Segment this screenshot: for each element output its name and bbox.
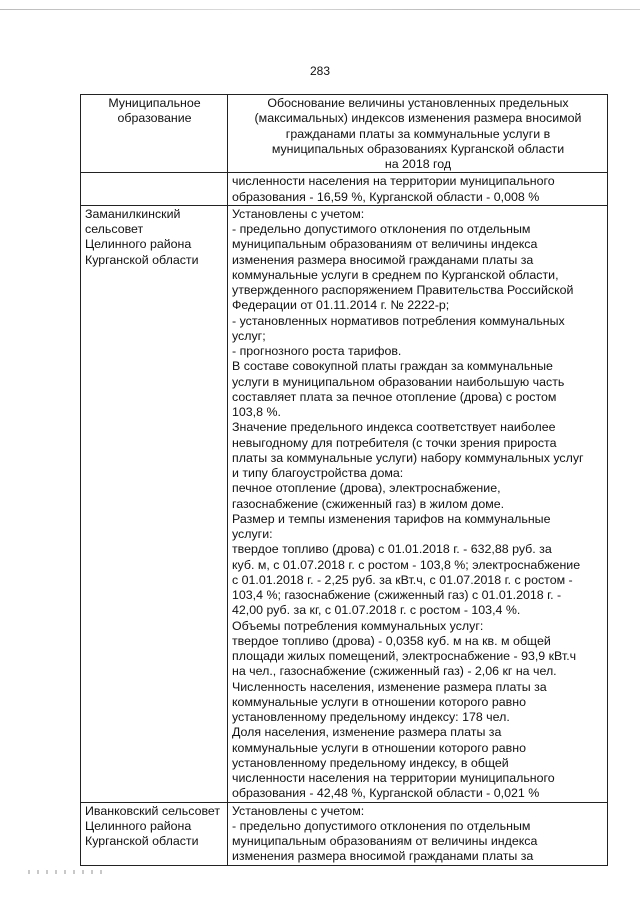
table-row xyxy=(81,205,608,802)
page-number: 283 xyxy=(309,64,331,78)
justification-line: Установлены с учетом: xyxy=(232,803,365,818)
tariff-table xyxy=(80,94,608,866)
justification-line: коммунальные услуги в отношении которого равно xyxy=(232,740,526,755)
justification-line: численности населения на территории муниципального xyxy=(232,174,555,189)
justification-line: печное отопление (дрова), электроснабжение, xyxy=(232,481,501,496)
municipality-cell xyxy=(81,173,228,206)
header-justification-cell xyxy=(228,95,608,173)
justification-line: платы за коммунальные услуги) набору коммунальных услуг xyxy=(232,450,584,465)
justification-line: услуг; xyxy=(232,328,266,343)
justification-line: составляет плата за печное отопление (дрова) с ростом xyxy=(232,389,557,404)
justification-line: твердое топливо (дрова) - 0,0358 куб. м на кв. м общей xyxy=(232,633,551,648)
municipality-cell xyxy=(81,205,228,802)
justification-line: муниципальным образованиям от величины индекса xyxy=(232,834,538,848)
justification-line: 103,8 %. xyxy=(232,405,281,419)
justification-line: невыгодному для потребителя (с точки зрения прироста xyxy=(232,435,557,450)
justification-cell xyxy=(228,802,608,865)
justification-line: муниципальным образованиям от величины индекса xyxy=(232,237,538,252)
justification-line: - прогнозного роста тарифов. xyxy=(232,344,402,358)
justification-line: образования - 16,59 %, Курганской области - 0,008 % xyxy=(232,189,540,204)
justification-line: утвержденного распоряжением Правительства Российской xyxy=(232,283,574,297)
header-municipality-line: Муниципальное xyxy=(108,96,201,110)
scan-noise-dots xyxy=(28,870,108,874)
justification-line: площади жилых помещений, электроснабжение - 93,9 кВт.ч xyxy=(232,649,577,663)
justification-line: установленному предельному индексу, в общей xyxy=(232,755,509,770)
justification-cell xyxy=(228,205,608,802)
justification-line: - предельно допустимого отклонения по отдельным xyxy=(232,222,531,236)
justification-line: на чел., газоснабжение (сжиженный газ) - 2,06 кг на чел. xyxy=(232,664,557,679)
header-justification-line: муниципальных образованиях Курганской области xyxy=(271,141,565,156)
justification-line: Численность населения, изменение размера платы за xyxy=(232,679,547,694)
justification-line: В составе совокупной платы граждан за коммунальные xyxy=(232,359,553,374)
justification-line: Федерации от 01.11.2014 г. № 2222-р; xyxy=(232,298,450,313)
header-justification-line: Обоснование величины установленных предельных xyxy=(267,96,569,110)
justification-line: 42,00 руб. за кг, с 01.07.2018 г. с ростом - 103,4 %. xyxy=(232,603,521,618)
justification-line: - предельно допустимого отклонения по отдельным xyxy=(232,818,531,833)
table-body xyxy=(81,173,608,865)
municipality-line: Курганской области xyxy=(85,834,199,848)
header-municipality-line: образование xyxy=(117,111,192,126)
table-row xyxy=(81,802,608,865)
justification-line: услуги в муниципальном образовании наибольшую часть xyxy=(232,374,565,389)
municipality-line: Целинного района xyxy=(85,818,192,833)
justification-line: Значение предельного индекса соответствует наиболее xyxy=(232,420,556,435)
header-justification-line: на 2018 год xyxy=(384,157,452,171)
justification-line: куб. м, с 01.07.2018 г. с ростом - 103,8 %; электроснабжение xyxy=(232,557,581,572)
table-row xyxy=(81,173,608,206)
justification-line: с 01.01.2018 г. - 2,25 руб. за кВт.ч, с 01.07.2018 г. с ростом - xyxy=(232,572,573,587)
justification-line: - установленных нормативов потребления коммунальных xyxy=(232,313,565,328)
municipality-line: Курганской области xyxy=(85,252,199,267)
justification-line: коммунальные услуги в отношении которого равно xyxy=(232,694,526,709)
justification-line: изменения размера вносимой гражданами платы за xyxy=(232,849,534,864)
justification-line: численности населения на территории муниципального xyxy=(232,771,555,785)
justification-line: Доля населения, изменение размера платы за xyxy=(232,725,502,740)
municipality-line: Целинного района xyxy=(85,237,192,252)
header-justification-line: гражданами платы за коммунальные услуги в xyxy=(285,126,551,141)
municipality-line: Заманилкинский xyxy=(85,206,181,221)
scan-border-line xyxy=(0,9,640,10)
justification-line: газоснабжение (сжиженный газ) в жилом доме. xyxy=(232,496,505,511)
justification-line: 103,4 %; газоснабжение (сжиженный газ) с 01.01.2018 г. - xyxy=(232,588,562,602)
justification-line: образования - 42,48 %, Курганской области - 0,021 % xyxy=(232,786,540,801)
justification-line: Объемы потребления коммунальных услуг: xyxy=(232,618,484,633)
justification-line: изменения размера вносимой гражданами платы за xyxy=(232,252,534,267)
table-header-row xyxy=(81,95,608,173)
municipality-line: Иванковский сельсовет xyxy=(85,803,221,818)
justification-line: услуги: xyxy=(232,527,273,541)
justification-line: твердое топливо (дрова) с 01.01.2018 г. - 632,88 руб. за xyxy=(232,542,552,557)
header-justification-line: (максимальных) индексов изменения размера вносимой xyxy=(254,111,582,126)
justification-line: коммунальные услуги в среднем по Курганской области, xyxy=(232,267,559,282)
justification-line: Установлены с учетом: xyxy=(232,206,365,221)
justification-line: установленному предельному индексу: 178 чел. xyxy=(232,710,510,724)
header-municipality-cell xyxy=(81,95,228,173)
justification-line: Размер и темпы изменения тарифов на коммунальные xyxy=(232,511,551,526)
justification-line: и типу благоустройства дома: xyxy=(232,466,404,480)
municipality-line: сельсовет xyxy=(85,222,144,236)
justification-cell xyxy=(228,173,608,206)
municipality-cell xyxy=(81,802,228,865)
